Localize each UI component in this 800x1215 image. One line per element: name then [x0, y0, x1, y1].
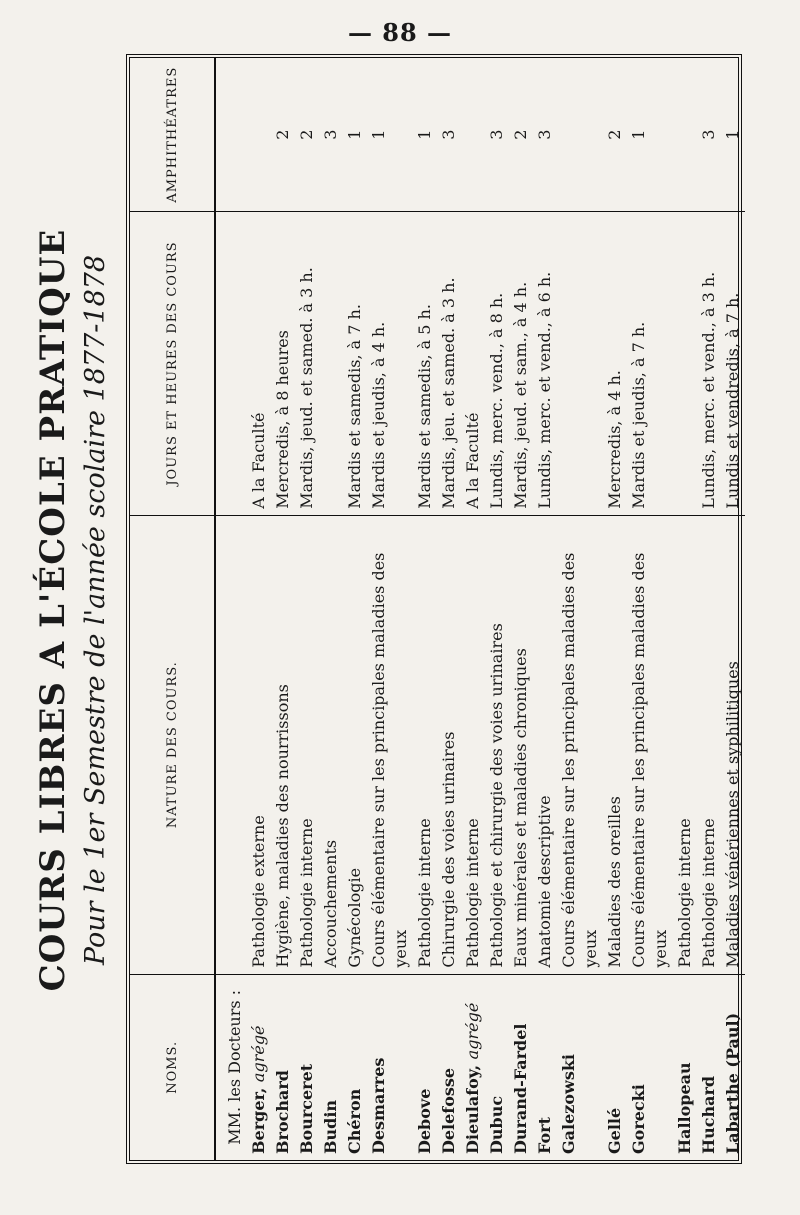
table-row	[673, 58, 697, 1160]
course-times	[673, 212, 697, 515]
course-times: Lundis et vendredis, à 7 h.	[721, 212, 745, 515]
course-nature: Chirurgie des voies urinaires	[437, 515, 461, 974]
intro-row	[215, 58, 247, 1160]
course-times: Mercredis, à 4 h.	[603, 212, 627, 515]
table-row	[367, 58, 413, 1160]
course-nature: Maladies vénériennes et syphilitiques	[721, 515, 745, 974]
course-times: Mardis, jeu. et samed. à 3 h.	[437, 212, 461, 515]
amphitheatre-number: 3	[487, 129, 506, 140]
course-times: Mardis et jeudis, à 7 h.	[627, 212, 673, 515]
doctor-name	[367, 974, 413, 1160]
doctor-name-text: Bourceret	[297, 1063, 316, 1154]
doctor-name	[557, 974, 603, 1160]
course-table	[130, 58, 745, 1160]
course-nature: Cours élémentaire sur les principales maladies des yeux	[557, 515, 603, 974]
doctor-name	[343, 974, 367, 1160]
doctor-name	[319, 974, 343, 1160]
doctor-name	[603, 974, 627, 1160]
intro-text: MM. les Docteurs :	[215, 974, 247, 1160]
header-course: NATURE DES COURS.	[130, 515, 215, 974]
course-nature: Maladies des oreilles	[603, 515, 627, 974]
course-times: Mardis et jeudis, à 4 h.	[367, 212, 413, 515]
course-nature: Eaux minérales et maladies chroniques	[509, 515, 533, 974]
doctor-name-text: Brochard	[273, 1070, 292, 1154]
table-row	[343, 58, 367, 1160]
page-title: COURS LIBRES A L'ÉCOLE PRATIQUE	[33, 228, 73, 992]
doctor-name-text: Huchard	[699, 1075, 718, 1154]
table-row	[721, 58, 745, 1160]
table-row	[271, 58, 295, 1160]
course-times: Mardis et samedis, à 5 h.	[413, 212, 437, 515]
course-times: A la Faculté	[461, 212, 485, 515]
doctor-name	[485, 974, 509, 1160]
table-row	[627, 58, 673, 1160]
course-times: Mardis et samedis, à 7 h.	[343, 212, 367, 515]
doctor-name-text: Galezowski	[559, 1054, 578, 1154]
doctor-name	[295, 974, 319, 1160]
course-nature: Pathologie externe	[247, 515, 271, 974]
amphitheatre-number: 1	[723, 129, 742, 140]
table-row	[413, 58, 437, 1160]
course-nature: Gynécologie	[343, 515, 367, 974]
page-number: — 88 —	[347, 18, 453, 47]
doctor-name-text: Desmarres	[369, 1057, 388, 1154]
header-amph: AMPHITHÉATRES	[130, 58, 215, 212]
table-row	[461, 58, 485, 1160]
course-times: Mercredis, à 8 heures	[271, 212, 295, 515]
table-row	[603, 58, 627, 1160]
course-nature: Hygiène, maladies des nourrissons	[271, 515, 295, 974]
course-nature: Pathologie interne	[697, 515, 721, 974]
doctor-name	[247, 974, 271, 1160]
course-times: A la Faculté	[247, 212, 271, 515]
doctor-name-text: Budin	[321, 1099, 340, 1154]
doctor-name	[627, 974, 673, 1160]
course-times: Lundis, merc. vend., à 8 h.	[485, 212, 509, 515]
table-row	[247, 58, 271, 1160]
table-row	[509, 58, 533, 1160]
amphitheatre-number: 1	[369, 129, 388, 140]
amphitheatre-number: 1	[629, 129, 648, 140]
course-nature: Anatomie descriptive	[533, 515, 557, 974]
amphitheatre-number: 1	[345, 129, 364, 140]
amphitheatre-number: 2	[511, 129, 530, 140]
doctor-name	[721, 974, 745, 1160]
course-times: Lundis, merc. et vend., à 6 h.	[533, 212, 557, 515]
amphitheatre-number	[461, 58, 485, 212]
doctor-name-text: Gorecki	[629, 1084, 648, 1154]
rotated-page	[30, 40, 750, 1180]
course-nature: Pathologie interne	[413, 515, 437, 974]
doctor-name-text: Berger,	[249, 1087, 268, 1154]
course-nature: Pathologie interne	[461, 515, 485, 974]
doctor-name-text: Gellé	[605, 1107, 624, 1154]
course-table-frame	[126, 54, 742, 1164]
doctor-name-text: Dieulafoy,	[463, 1064, 482, 1154]
table-row	[485, 58, 509, 1160]
course-nature: Cours élémentaire sur les principales maladies des yeux	[627, 515, 673, 974]
doctor-name	[461, 974, 485, 1160]
doctor-title: agrégé	[463, 1002, 482, 1060]
course-times	[319, 212, 343, 515]
table-row	[697, 58, 721, 1160]
course-nature: Cours élémentaire sur les principales maladies des yeux	[367, 515, 413, 974]
doctor-name	[271, 974, 295, 1160]
course-nature: Pathologie interne	[673, 515, 697, 974]
amphitheatre-number: 3	[535, 129, 554, 140]
header-names: NOMS.	[130, 974, 215, 1160]
doctor-name-text: Debove	[415, 1088, 434, 1154]
course-nature: Pathologie et chirurgie des voies urinaires	[485, 515, 509, 974]
amphitheatre-number: 2	[273, 129, 292, 140]
amphitheatre-number: 3	[699, 129, 718, 140]
course-times: Mardis, jeud. et samed. à 3 h.	[295, 212, 319, 515]
page-subtitle: Pour le 1er Semestre de l'année scolaire 1877-1878	[80, 254, 111, 966]
doctor-title: agrégé	[249, 1025, 268, 1083]
amphitheatre-number	[557, 58, 603, 212]
course-times: Lundis, merc. et vend., à 3 h.	[697, 212, 721, 515]
course-times: Mardis, jeud. et sam., à 4 h.	[509, 212, 533, 515]
doctor-name-text: Hallopeau	[675, 1062, 694, 1154]
doctor-name-text: Dubuc	[487, 1095, 506, 1154]
doctor-name	[673, 974, 697, 1160]
table-row	[295, 58, 319, 1160]
doctor-name	[437, 974, 461, 1160]
course-nature: Accouchements	[319, 515, 343, 974]
table-row	[437, 58, 461, 1160]
amphitheatre-number: 1	[415, 129, 434, 140]
doctor-name	[413, 974, 437, 1160]
table-row	[557, 58, 603, 1160]
amphitheatre-number	[247, 58, 271, 212]
course-times	[557, 212, 603, 515]
amphitheatre-number: 2	[297, 129, 316, 140]
doctor-name-text: Durand-Fardel	[511, 1023, 530, 1154]
doctor-name-text: Chéron	[345, 1088, 364, 1154]
amphitheatre-number: 3	[321, 129, 340, 140]
amphitheatre-number	[673, 58, 697, 212]
amphitheatre-number: 3	[439, 129, 458, 140]
course-nature: Pathologie interne	[295, 515, 319, 974]
amphitheatre-number: 2	[605, 129, 624, 140]
table-row	[533, 58, 557, 1160]
table-header-row	[130, 58, 215, 1160]
table-row	[319, 58, 343, 1160]
table-body	[215, 58, 745, 1160]
doctor-name	[533, 974, 557, 1160]
header-times: JOURS ET HEURES DES COURS	[130, 212, 215, 515]
doctor-name	[509, 974, 533, 1160]
doctor-name-text: Fort	[535, 1117, 554, 1154]
doctor-name	[697, 974, 721, 1160]
doctor-name-text: Labarthe (Paul)	[723, 1012, 742, 1154]
doctor-name-text: Delefosse	[439, 1067, 458, 1154]
